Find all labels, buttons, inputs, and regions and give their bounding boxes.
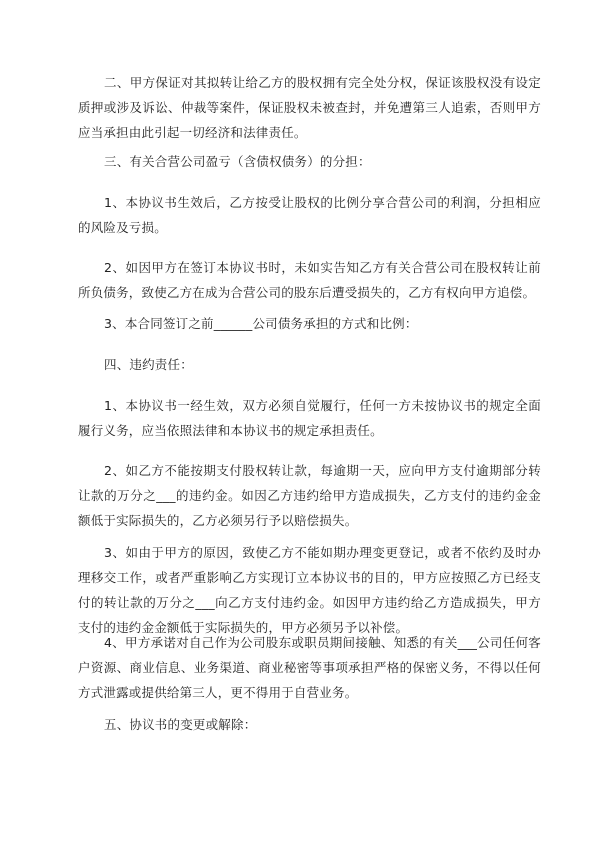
clause-2-warranty: 二、甲方保证对其拟转让给乙方的股权拥有完全处分权，保证该股权没有设定质押或涉及诉讼、仲裁等案件，保证股权未被查封，并免遭第三人追索，否则甲方应当承担由此引起一切经济和法律责任。 xyxy=(78,75,541,140)
section-4-heading: 四、违约责任： xyxy=(104,357,193,372)
section-5-heading: 五、协议书的变更或解除： xyxy=(104,717,257,732)
section-3-heading: 三、有关合营公司盈亏（含债权债务）的分担： xyxy=(104,154,371,169)
clause-3-3-debt-allocation: 3、本合同签订之前______公司债务承担的方式和比例： xyxy=(104,316,418,331)
clause-4-1-performance: 1、本协议书一经生效，双方必须自觉履行，任何一方未按协议书的规定全面履行义务，应当依照法律和本协议书的规定承担责任。 xyxy=(78,398,541,438)
clause-3-1-profit-sharing: 1、本协议书生效后，乙方按受让股权的比例分享合营公司的利润，分担相应的风险及亏损。 xyxy=(78,195,541,235)
clause-3-2-undisclosed-debts: 2、如因甲方在签订本协议书时，未如实告知乙方有关合营公司在股权转让前所负债务，致使乙方在成为合营公司的股东后遭受损失的，乙方有权向甲方追偿。 xyxy=(78,260,541,300)
clause-4-4-confidentiality: 4、甲方承诺对自己作为公司股东或职员期间接触、知悉的有关___公司任何客户资源、商业信息、业务渠道、商业秘密等事项承担严格的保密义务，不得以任何方式泄露或提供给第三人，更不得用于自营业务。 xyxy=(78,635,541,700)
clause-4-2-late-payment-penalty: 2、如乙方不能按期支付股权转让款，每逾期一天，应向甲方支付逾期部分转让款的万分之___的违约金。如因乙方违约给甲方造成损失，乙方支付的违约金金额低于实际损失的，乙方必须另行予以赔偿损失。 xyxy=(78,463,541,528)
clause-4-3-registration-default: 3、如由于甲方的原因，致使乙方不能如期办理变更登记，或者不依约及时办理移交工作，或者严重影响乙方实现订立本协议书的目的，甲方应按照乙方已经支付的转让款的万分之___向乙方支付违约金。如因甲方违约给乙方造成损失，甲方支付的违约金金额低于实际损失的，甲方必须另予以补偿。 xyxy=(78,545,541,635)
